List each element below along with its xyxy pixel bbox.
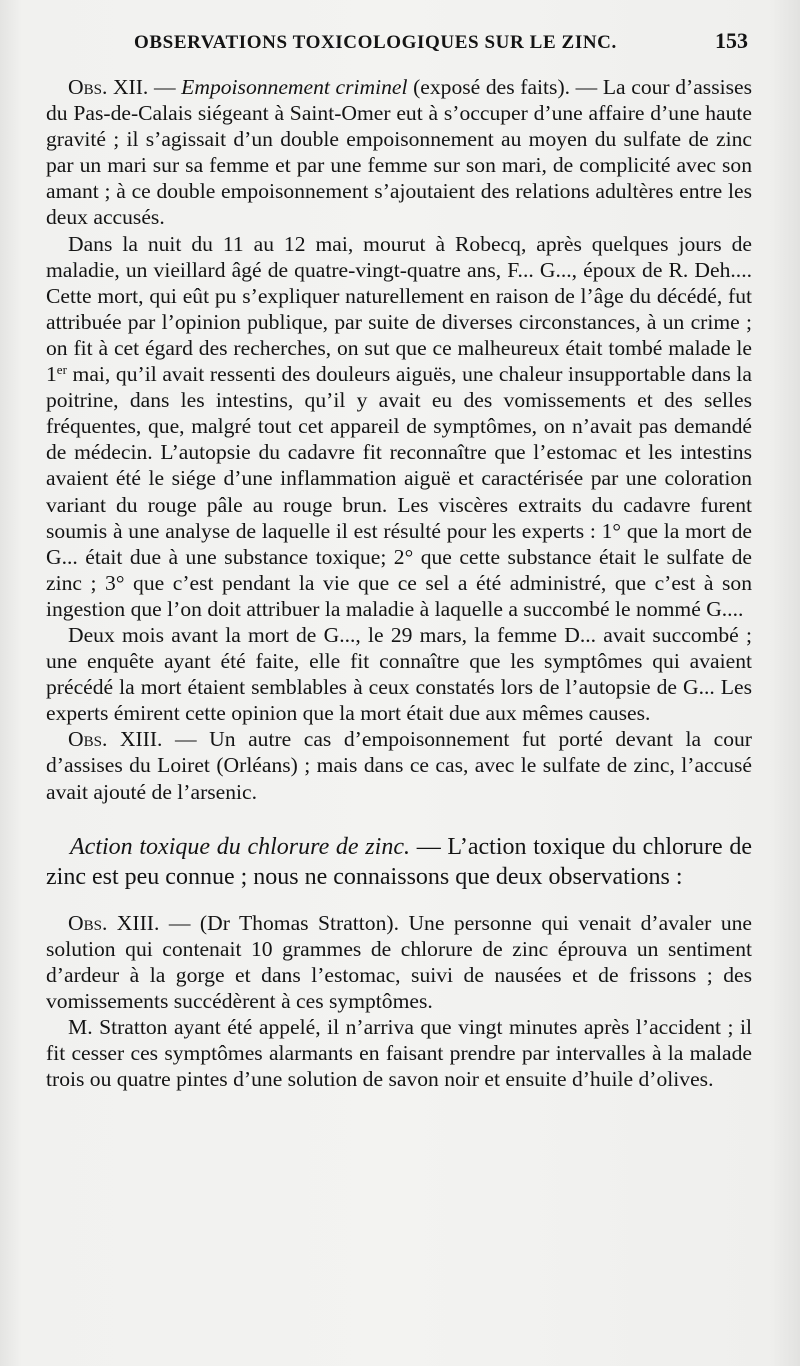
obs-13-loiret-paragraph [46, 726, 752, 804]
ordinal-superscript: er [56, 362, 67, 378]
robecq-case-paragraph [46, 231, 752, 622]
chlorure-section-paragraph [46, 832, 752, 892]
robecq-case-text-2: mai, qu’il avait ressenti des douleurs aiguës, une chaleur insupportable dans la poitrine, dans les intestins, qu’il y avait eu des vomissements et des selles fréquentes, que, malgré tout cet appareil de symptômes, on n’avait pas demandé de médecin. L’autopsie du cadavre fit reconnaître que l’estomac et les intestins avaient été le siége d’une inflammation aiguë et caractérisée par une coloration variant du rouge pâle au rouge brun. Les viscères extraits du cadavre furent soumis à une analyse de laquelle il est résulté pour les experts : 1° que la mort de G... était due à une substance toxique; 2° que cette substance était le sulfate de zinc ; 3° que c’est pendant la vie que ce sel a été administré, que c’est à son ingestion que l’on doit attribuer la maladie à laquelle a succombé le nommé G.... [46, 362, 752, 621]
stratton-treatment-paragraph: M. Stratton ayant été appelé, il n’arriva que vingt minutes après l’accident ; il fit cesser ces symptômes alarmants en faisant prendre par intervalles à la malade trois ou quatre pintes d’une solution de savon noir et ensuite d’huile d’olives. [46, 1015, 752, 1092]
obs-12-dash: — [148, 75, 182, 99]
obs-12-paragraph [46, 74, 752, 231]
running-head [46, 28, 752, 74]
section-spacer-after [46, 892, 752, 910]
obs-12-text: (exposé des faits). — La cour d’assises du Pas-de-Calais siégeant à Saint-Omer eut à s’occuper d’une affaire d’une haute gravité ; il s’agissait d’un double empoisonnement au moyen du sulfate de zinc par un mari sur sa femme et par une femme sur son mari, de complicité avec son amant ; à ce double empoisonnement s’ajoutaient des relations adultères entre les deux accusés. [46, 75, 752, 230]
obs-13-loiret-label: Obs. XIII. [68, 727, 163, 752]
obs-12-title: Empoisonnement criminel [181, 75, 408, 99]
woman-d-case-paragraph: Deux mois avant la mort de G..., le 29 mars, la femme D... avait succombé ; une enquête ayant été faite, elle fit connaître que les symptômes qui avaient précédé la mort étaient semblables à ceux constatés lors de l’autopsie de G... Les experts émirent cette opinion que la mort était due aux mêmes causes. [46, 622, 752, 726]
obs-13-stratton-text: — (Dr Thomas Stratton). Une personne qui venait d’avaler une solution qui contenait 10 grammes de chlorure de zinc éprouva un sentiment d’ardeur à la gorge et dans l’estomac, suivi de nausées et de frissons ; des vomissements succédèrent à ces symptômes. [46, 910, 752, 1013]
section-spacer [46, 805, 752, 832]
running-title: OBSERVATIONS TOXICOLOGIQUES SUR LE ZINC. [134, 32, 617, 53]
obs-13-stratton-label: Obs. XIII. [68, 910, 160, 935]
section-title: Action toxique du chlorure de zinc. [70, 833, 410, 860]
obs-13-loiret-text: — Un autre cas d’empoisonnement fut porté devant la cour d’assises du Loiret (Orléans) ; mais dans ce cas, avec le sulfate de zinc, l’accusé avait ajouté de l’arsenic. [46, 727, 752, 804]
obs-12-label: Obs. XII. [68, 75, 149, 99]
robecq-case-text-1: Dans la nuit du 11 au 12 mai, mourut à Robecq, après quelques jours de maladie, un vieillard âgé de quatre-vingt-quatre ans, F... G..., époux de R. Deh.... Cette mort, qui eût pu s’expliquer naturellement en raison de l’âge du décédé, fut attribuée par l’opinion publique, par suite de diverses circonstances, à un crime ; on fit à cet égard des recherches, on sut que ce malheureux était tombé malade le 1 [46, 231, 752, 387]
obs-13-stratton-paragraph [46, 910, 752, 1014]
page-number: 153 [715, 28, 748, 53]
section-intro-text: — L’action toxique du chlorure de zinc est peu connue ; nous ne connaissons que deux observations : [46, 833, 753, 890]
